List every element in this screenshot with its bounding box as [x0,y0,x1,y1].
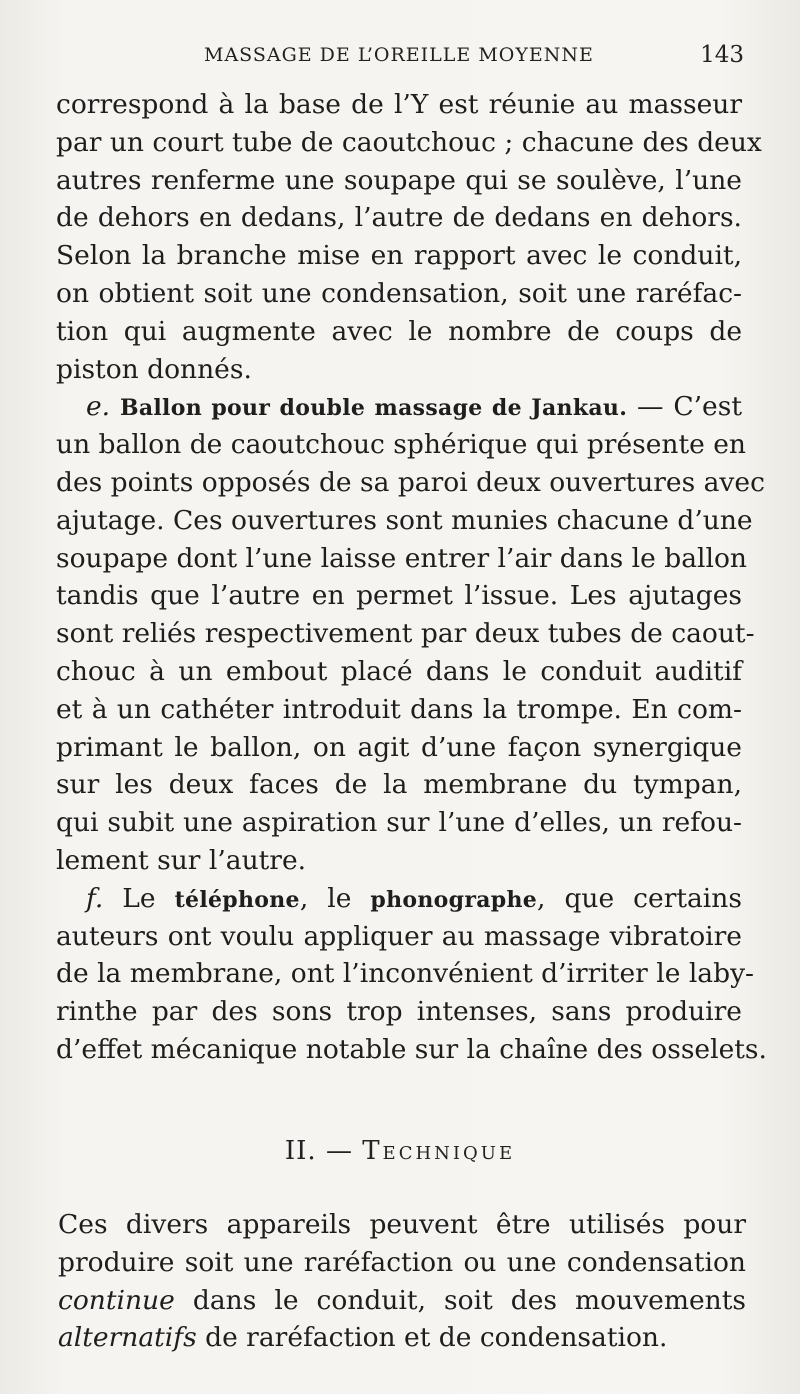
text-line: tion qui augmente avec le nombre de coups de [56,315,742,347]
section-heading [0,1136,800,1166]
item-text: Le [122,882,156,914]
item-letter: f. [86,882,104,914]
text-line: sont reliés respectivement par deux tubes de caout- [56,618,755,650]
text-line: d’effet mécanique notable sur la chaîne des osselets. [56,1033,767,1065]
text-line-alternatifs [58,1319,746,1357]
text-span: dans le conduit, soit des mouvements [174,1284,746,1316]
text-line: chouc à un embout placé dans le conduit auditif [56,655,742,687]
section-number: II. — [284,1136,353,1166]
emphasis-text: continue [58,1284,175,1316]
text-line: tandis que l’autre en permet l’issue. Les ajutages [56,580,742,612]
text-line: soupape dont l’une laisse entrer l’air dans le ballon [56,542,747,574]
body-text [56,86,767,1069]
item-term: phonographe [370,886,538,913]
page-number: 143 [700,42,744,68]
item-e-heading-line [56,388,742,426]
text-line: Selon la branche mise en rapport avec le conduit, [56,240,742,272]
text-line: des points opposés de sa paroi deux ouvertures avec [56,466,765,498]
text-line: correspond à la base de l’Y est réunie au masseur [56,89,742,120]
item-text: , que certains [537,882,742,914]
item-title: Ballon pour double massage de Jankau. [119,395,628,422]
text-line-continue [58,1282,746,1320]
text-line: Ces divers appareils peuvent être utilisés pour [58,1209,746,1240]
text-line: primant le ballon, on agit d’une façon synergique [56,731,742,763]
paragraph-technique [58,1206,746,1357]
emphasis-text: alternatifs [58,1322,197,1354]
text-line: produire soit une raréfaction ou une condensation [58,1246,746,1278]
item-text: , le [299,882,352,914]
text-line: un ballon de caoutchouc sphérique qui présente en [56,429,746,461]
text-line: sur les deux faces de la membrane du tympan, [56,769,742,801]
text-line: piston donnés. [56,353,252,385]
text-line: de dehors en dedans, l’autre de dedans en dehors. [56,202,742,234]
text-line: lement sur l’autre. [56,844,307,876]
text-line: auteurs ont voulu appliquer au massage vibratoire [56,920,742,952]
text-span: de raréfaction et de condensation. [196,1322,668,1354]
text-line: autres renferme une soupape qui se soulève, l’une [56,164,742,196]
item-f-heading-line [56,880,742,918]
text-line: qui subit une aspiration sur l’une d’elles, un refou- [56,807,742,839]
section-title: Technique [362,1136,516,1166]
text-line: ajutage. Ces ouvertures sont munies chacune d’une [56,504,753,536]
item-term: téléphone [174,886,300,913]
text-line: rinthe par des sons trop intenses, sans produire [56,996,742,1028]
text-line: de la membrane, ont l’inconvénient d’irriter le laby- [56,958,754,990]
text-line: par un court tube de caoutchouc ; chacune des deux [56,126,762,158]
item-letter: e. [86,391,111,423]
text-line: et à un cathéter introduit dans la trompe. En com- [56,693,742,725]
running-head: MASSAGE DE L’OREILLE MOYENNE [204,44,594,66]
page-header [204,44,744,74]
item-text: — C’est [637,391,742,423]
text-line: on obtient soit une condensation, soit une raréfac- [56,277,742,309]
